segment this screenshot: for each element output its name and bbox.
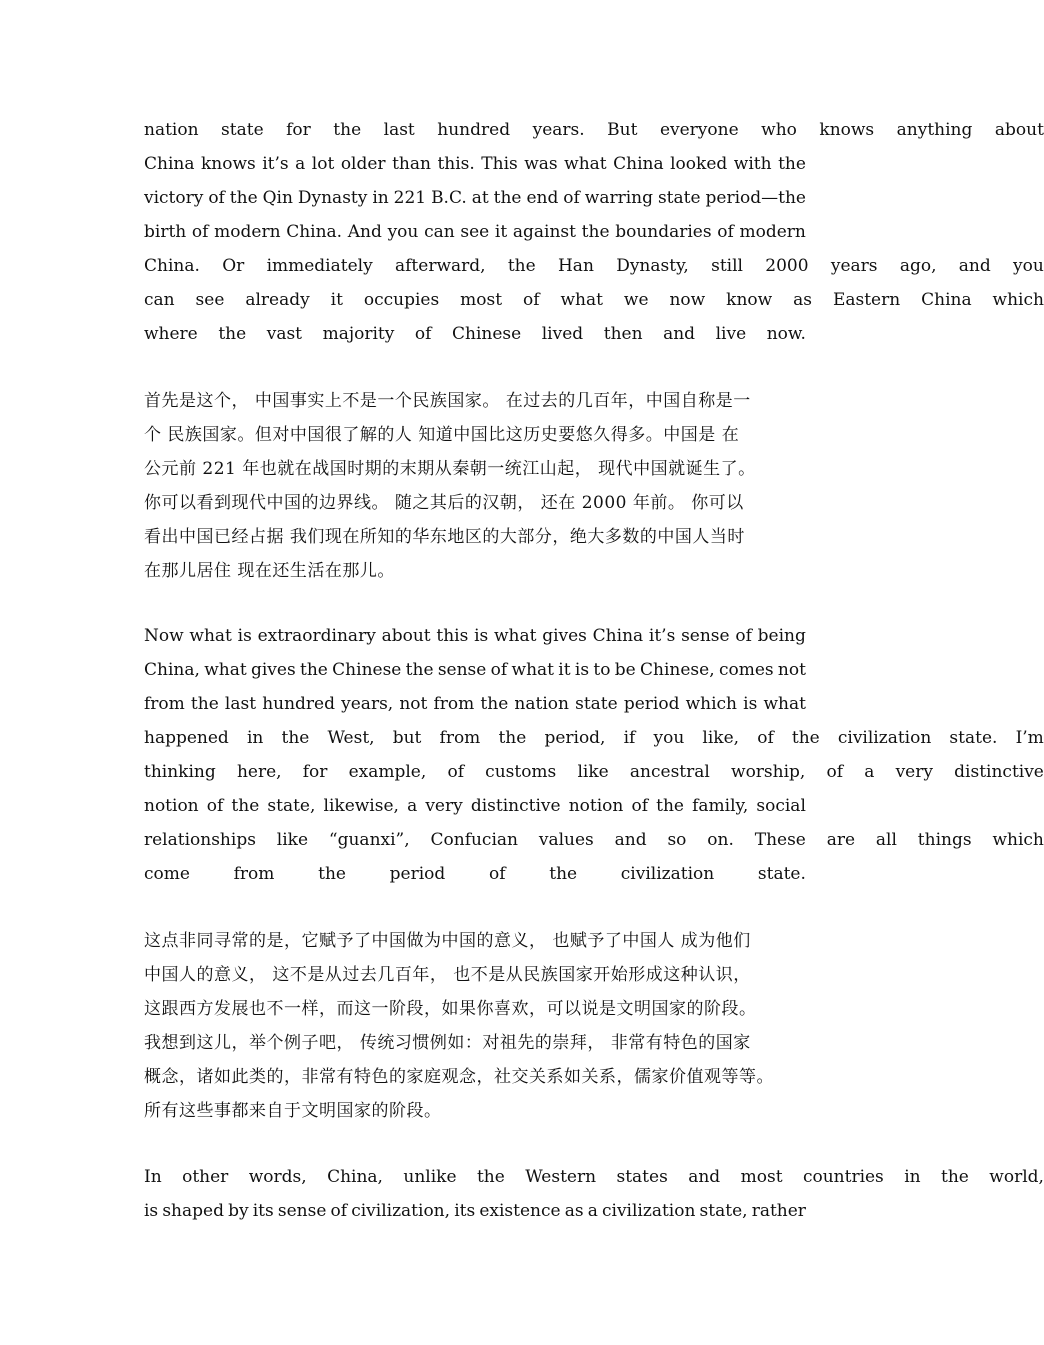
word: immediately <box>266 256 373 276</box>
word: ancestral <box>629 762 710 782</box>
word: afterward, <box>395 256 486 276</box>
word: of <box>489 864 506 884</box>
word: example, <box>348 762 427 782</box>
word: still <box>711 256 743 276</box>
word: about <box>994 120 1044 140</box>
word: I’m <box>1015 728 1044 748</box>
word: its <box>454 1201 476 1221</box>
word: this. <box>437 154 475 174</box>
word: what <box>564 154 607 174</box>
word: of <box>631 796 648 816</box>
word: In <box>144 1167 162 1187</box>
word: And <box>347 222 382 242</box>
word: 2000 <box>765 256 809 276</box>
word: the <box>778 154 806 174</box>
word: than <box>392 154 431 174</box>
word: China. <box>286 222 343 242</box>
word: by <box>228 1201 249 1221</box>
word: of <box>208 188 225 208</box>
word: the <box>229 188 258 208</box>
word: what <box>560 290 603 310</box>
word: a <box>407 796 418 816</box>
word: a <box>864 762 875 782</box>
text-line <box>144 687 806 721</box>
word: period <box>389 864 446 884</box>
word: for <box>286 120 311 140</box>
word: civilization <box>601 1201 696 1221</box>
word: what <box>511 660 554 680</box>
word: things <box>917 830 972 850</box>
word: what <box>493 626 537 646</box>
word: not <box>399 694 428 714</box>
text-line: 概念，诸如此类的，非常有特色的家庭观念，社交关系如关系，儒家价值观等等。 <box>144 1067 774 1087</box>
word: the <box>941 1167 969 1187</box>
word: ago, <box>899 256 937 276</box>
text-line <box>144 755 1044 789</box>
text-line: 这点非同寻常的是，它赋予了中国做为中国的意义， 也赋予了中国人 成为他们 <box>144 931 751 951</box>
word: China, <box>327 1167 383 1187</box>
word: of <box>735 626 752 646</box>
word: the <box>549 864 578 884</box>
word: as <box>793 290 812 310</box>
word: unlike <box>403 1167 457 1187</box>
word: gives <box>542 626 587 646</box>
word: is <box>474 626 489 646</box>
word: it <box>558 660 571 680</box>
text-line: 这跟西方发展也不一样，而这一阶段，如果你喜欢，可以说是文明国家的阶段。 <box>144 999 757 1019</box>
word: was <box>524 154 558 174</box>
word: vast <box>266 324 303 344</box>
text-line: 所有这些事都来自于文明国家的阶段。 <box>144 1101 442 1121</box>
word: of <box>563 188 580 208</box>
word: it’s <box>648 626 676 646</box>
word: of <box>447 762 464 782</box>
word: what <box>204 660 247 680</box>
word: state <box>221 120 264 140</box>
word: notion <box>144 796 199 816</box>
word: and <box>614 830 647 850</box>
word: of <box>191 222 209 242</box>
word: boundaries <box>615 222 712 242</box>
word: about <box>381 626 431 646</box>
word: state, <box>699 1201 748 1221</box>
word: Western <box>525 1167 597 1187</box>
word: the <box>218 324 247 344</box>
word: sense <box>437 660 487 680</box>
word: the <box>231 796 260 816</box>
word: years, <box>341 694 394 714</box>
word: Eastern <box>832 290 901 310</box>
word: where <box>144 324 198 344</box>
word: from <box>233 864 275 884</box>
word: Now <box>144 626 184 646</box>
word: is <box>237 626 252 646</box>
word: a <box>587 1201 598 1221</box>
word: nation <box>144 120 199 140</box>
word: which <box>992 290 1044 310</box>
word: hundred <box>437 120 511 140</box>
paragraph-zh-1 <box>144 384 806 588</box>
word: like <box>577 762 609 782</box>
word: in <box>904 1167 921 1187</box>
word: the <box>791 728 820 748</box>
text-line <box>144 147 806 181</box>
word: 221 <box>393 188 427 208</box>
word: civilization <box>620 864 715 884</box>
text-line <box>144 857 806 891</box>
word: of <box>523 290 540 310</box>
word: you <box>1013 256 1044 276</box>
text-line <box>144 317 806 351</box>
word: the <box>581 222 610 242</box>
text-line <box>144 653 806 687</box>
word: can <box>424 222 455 242</box>
word: China <box>144 154 195 174</box>
word: happened <box>144 728 229 748</box>
word: the <box>300 660 328 680</box>
word: comes <box>718 660 774 680</box>
word: knows <box>819 120 875 140</box>
word: you <box>653 728 685 748</box>
word: if <box>623 728 636 748</box>
word: know <box>726 290 773 310</box>
word: state. <box>757 864 806 884</box>
word: “guanxi”, <box>328 830 410 850</box>
word: Confucian <box>430 830 518 850</box>
word: birth <box>144 222 187 242</box>
word: This <box>481 154 518 174</box>
word: here, <box>236 762 282 782</box>
word: the <box>190 694 219 714</box>
word: the <box>405 660 434 680</box>
word: its <box>252 1201 274 1221</box>
word: knows <box>200 154 256 174</box>
word: Dynasty <box>297 188 368 208</box>
word: come <box>144 864 190 884</box>
word: it <box>494 222 508 242</box>
text-line <box>144 249 1044 283</box>
word: lot <box>311 154 335 174</box>
text-line: 你可以看到现代中国的边界线。 随之其后的汉朝， 还在 2000 年前。 你可以 <box>144 493 744 513</box>
word: a <box>295 154 306 174</box>
word: Or <box>222 256 245 276</box>
word: civilization, <box>351 1201 451 1221</box>
word: Qin <box>262 188 293 208</box>
word: warring <box>584 188 653 208</box>
word: already <box>245 290 310 310</box>
word: of <box>414 324 432 344</box>
word: but <box>392 728 422 748</box>
word: for <box>302 762 328 782</box>
word: you <box>387 222 419 242</box>
word: with <box>733 154 772 174</box>
word: hundred <box>262 694 335 714</box>
word: period—the <box>705 188 806 208</box>
word: Han <box>557 256 594 276</box>
text-line: 看出中国已经占据 我们现在所知的华东地区的大部分，绝大多数的中国人当时 <box>144 527 745 547</box>
word: state, <box>267 796 316 816</box>
word: most <box>460 290 503 310</box>
word: everyone <box>659 120 739 140</box>
word: now <box>669 290 706 310</box>
word: we <box>623 290 649 310</box>
word: of <box>826 762 844 782</box>
text-line: 我想到这儿，举个例子吧， 传统习惯例如：对祖先的崇拜， 非常有特色的国家 <box>144 1033 751 1053</box>
text-line <box>144 181 806 215</box>
word: values <box>538 830 594 850</box>
word: of <box>490 660 508 680</box>
word: Chinese, <box>640 660 715 680</box>
word: is <box>574 660 590 680</box>
word: relationships <box>144 830 256 850</box>
word: period <box>623 694 680 714</box>
word: world, <box>989 1167 1044 1187</box>
word: last <box>224 694 257 714</box>
word: on. <box>707 830 734 850</box>
word: modern <box>214 222 281 242</box>
word: China, <box>144 660 200 680</box>
word: is <box>743 694 758 714</box>
word: years. <box>532 120 585 140</box>
word: the <box>281 728 310 748</box>
text-line: 中国人的意义， 这不是从过去几百年， 也不是从民族国家开始形成这种认识， <box>144 965 751 985</box>
word: from <box>144 694 185 714</box>
word: family, <box>692 796 749 816</box>
text-line <box>144 1160 1044 1194</box>
word: China. <box>144 256 200 276</box>
word: it <box>330 290 343 310</box>
word: from <box>439 728 481 748</box>
word: live <box>715 324 747 344</box>
word: majority <box>322 324 395 344</box>
word: sense <box>277 1201 327 1221</box>
word: very <box>425 796 463 816</box>
word: civilization <box>837 728 932 748</box>
word: countries <box>802 1167 884 1187</box>
word: most <box>740 1167 783 1187</box>
word: can <box>144 290 175 310</box>
text-line <box>144 1194 806 1228</box>
word: Dynasty, <box>616 256 689 276</box>
word: lived <box>541 324 584 344</box>
word: as <box>564 1201 584 1221</box>
word: what <box>763 694 806 714</box>
word: which <box>992 830 1044 850</box>
word: state <box>575 694 618 714</box>
paragraph-zh-2 <box>144 924 806 1128</box>
text-line <box>144 721 1044 755</box>
word: victory <box>144 188 204 208</box>
word: and <box>958 256 991 276</box>
word: B.C. <box>431 188 467 208</box>
word: West, <box>327 728 375 748</box>
word: anything <box>896 120 973 140</box>
word: last <box>383 120 415 140</box>
text-line <box>144 113 1044 147</box>
word: in <box>372 188 389 208</box>
word: like, <box>702 728 740 748</box>
word: the <box>507 256 536 276</box>
word: modern <box>739 222 806 242</box>
paragraph-en-2 <box>144 619 1044 891</box>
word: occupies <box>363 290 440 310</box>
word: of <box>757 728 774 748</box>
text-line: 公元前 221 年也就在战国时期的末期从秦朝一统江山起， 现代中国就诞生了。 <box>144 459 756 479</box>
word: social <box>756 796 806 816</box>
word: shaped <box>162 1201 224 1221</box>
word: then <box>603 324 643 344</box>
word: and <box>663 324 696 344</box>
word: what <box>189 626 232 646</box>
word: gives <box>250 660 296 680</box>
word: are <box>826 830 856 850</box>
word: to <box>593 660 611 680</box>
word: like <box>276 830 309 850</box>
word: from <box>433 694 475 714</box>
word: who <box>761 120 797 140</box>
word: not <box>777 660 806 680</box>
word: notion <box>568 796 624 816</box>
word: other <box>182 1167 229 1187</box>
word: China <box>613 154 664 174</box>
word: Chinese <box>452 324 522 344</box>
word: it’s <box>262 154 289 174</box>
word: state. <box>949 728 998 748</box>
text-line <box>144 283 1044 317</box>
word: now. <box>766 324 806 344</box>
word: nation <box>514 694 569 714</box>
word: state <box>657 188 701 208</box>
word: looked <box>670 154 728 174</box>
word: China <box>592 626 644 646</box>
text-line: 在那儿居住 现在还生活在那儿。 <box>144 561 395 581</box>
word: words, <box>248 1167 307 1187</box>
word: the <box>656 796 684 816</box>
word: this <box>436 626 469 646</box>
word: distinctive <box>470 796 561 816</box>
word: worship, <box>731 762 806 782</box>
text-line: 个 民族国家。但对中国很了解的人 知道中国比这历史要悠久得多。中国是 在 <box>144 425 740 445</box>
word: at <box>471 188 489 208</box>
word: end <box>526 188 559 208</box>
word: be <box>614 660 636 680</box>
text-line <box>144 215 806 249</box>
word: the <box>498 728 527 748</box>
word: thinking <box>144 762 216 782</box>
word: rather <box>751 1201 806 1221</box>
text-line <box>144 823 1044 857</box>
word: the <box>480 694 509 714</box>
word: older <box>340 154 386 174</box>
word: very <box>895 762 933 782</box>
word: But <box>607 120 638 140</box>
word: the <box>318 864 346 884</box>
word: against <box>512 222 576 242</box>
word: likewise, <box>323 796 399 816</box>
word: existence <box>479 1201 561 1221</box>
word: states <box>616 1167 668 1187</box>
word: all <box>875 830 897 850</box>
word: period, <box>544 728 606 748</box>
word: so <box>667 830 687 850</box>
word: These <box>754 830 806 850</box>
word: sense <box>681 626 730 646</box>
word: see <box>195 290 225 310</box>
word: of <box>717 222 734 242</box>
word: being <box>757 626 806 646</box>
text-line <box>144 789 806 823</box>
word: customs <box>485 762 557 782</box>
paragraph-en-3 <box>144 1160 1044 1228</box>
word: the <box>493 188 522 208</box>
word: see <box>460 222 490 242</box>
word: which <box>685 694 738 714</box>
word: Chinese <box>332 660 402 680</box>
word: China <box>921 290 972 310</box>
paragraph-en-1 <box>144 113 1044 351</box>
text-line <box>144 619 806 653</box>
word: the <box>476 1167 505 1187</box>
text-line: 首先是这个， 中国事实上不是一个民族国家。 在过去的几百年，中国自称是一 <box>144 391 751 411</box>
word: of <box>206 796 224 816</box>
word: is <box>144 1201 159 1221</box>
word: in <box>246 728 264 748</box>
word: extraordinary <box>257 626 376 646</box>
word: distinctive <box>954 762 1044 782</box>
word: years <box>830 256 878 276</box>
word: the <box>333 120 362 140</box>
word: and <box>688 1167 721 1187</box>
word: of <box>330 1201 348 1221</box>
